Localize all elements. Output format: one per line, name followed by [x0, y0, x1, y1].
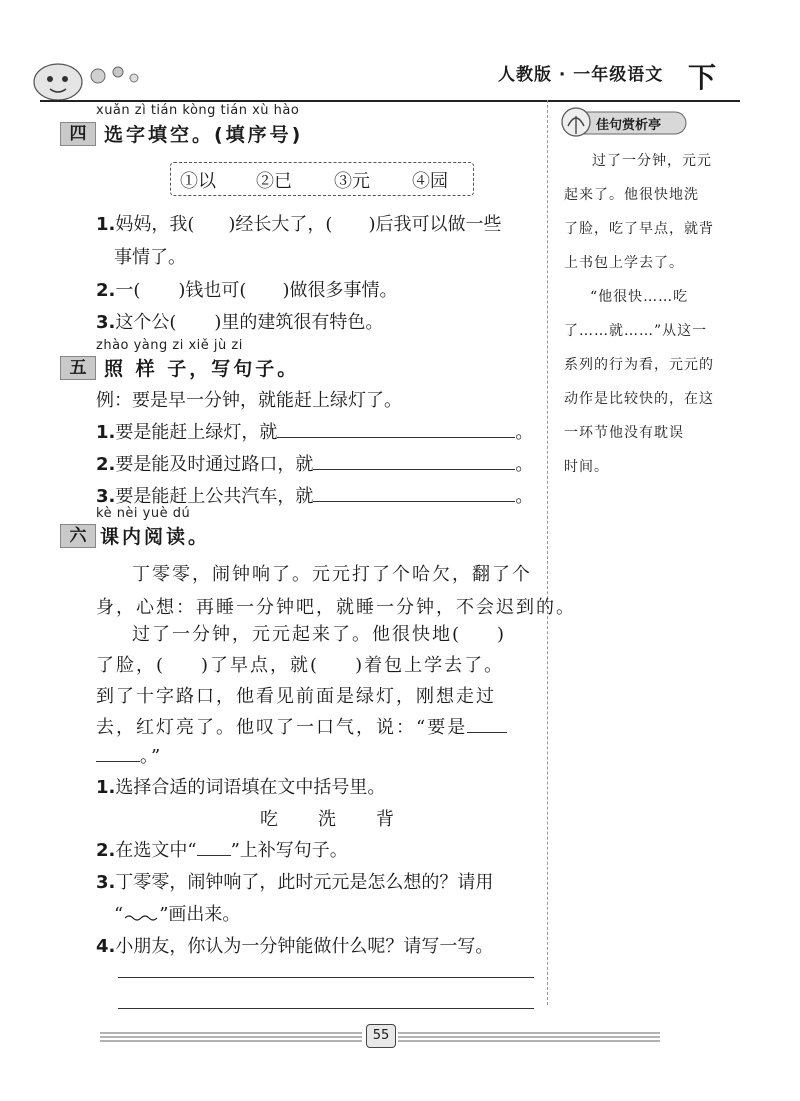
s4-question-1 [96, 210, 501, 236]
s4-q1-text-b: )经长大了，( [228, 214, 333, 235]
s6-q2-blank-marker [197, 841, 231, 856]
s4-q1-text-a: 妈妈，我( [115, 214, 195, 235]
wavy-line-icon [123, 908, 159, 922]
passage-p2-line1-close: ) [497, 624, 507, 645]
edition-label: 人教版 · 一年级语文 [498, 65, 664, 85]
section6-badge: 六 [60, 524, 96, 548]
s4-question-2 [96, 276, 397, 302]
s6-q4-number: 4. [96, 936, 116, 957]
s6-question-3 [96, 868, 493, 894]
passage-blank-quote-2[interactable] [96, 747, 140, 762]
section4-pinyin: xuǎn zì tián kòng tián xù hào [96, 103, 300, 118]
section5-title: 照 样 子，写句子。 [104, 358, 300, 380]
choice-option-4: ④园 [412, 171, 448, 192]
s4-question-3 [96, 308, 383, 334]
sidebar-banner-title: 佳句赏析亭 [596, 118, 662, 133]
section6-pinyin: kè nèi yuè dú [96, 506, 191, 521]
choice-option-1: ①以 [180, 171, 216, 192]
page-number: 55 [366, 1024, 396, 1048]
sidebar-line-3: 了脸，吃了早点，就背 [564, 221, 714, 237]
s4-q1-text-c: )后我可以做一些 [368, 214, 502, 235]
s5-question-2 [96, 450, 533, 476]
s4-q2-text-c: )做很多事情。 [282, 280, 398, 301]
volume-label: 下 [688, 61, 717, 94]
section5-badge: 五 [60, 356, 96, 380]
sidebar-line-8: 动作是比较快的，在这 [564, 391, 714, 407]
s4-q3-number: 3. [96, 312, 116, 333]
passage-p2-line5 [96, 742, 162, 768]
passage-p2-line2-a: 了脸，( [96, 655, 166, 676]
section4-badge: 四 [60, 122, 96, 146]
s5-q3-end: 。 [515, 486, 534, 507]
passage-p2-line2-b: )了早点，就( [201, 655, 320, 676]
s5-question-1 [96, 418, 533, 444]
s4-q1-continuation: 事情了。 [114, 247, 186, 268]
s6-q3-text: 丁零零，闹钟响了，此时元元是怎么想的？请用 [115, 872, 494, 893]
s5-q2-answer-line[interactable] [313, 455, 515, 470]
passage-p2-line2 [96, 651, 504, 677]
s6-q3-quote-close: ”画出来。 [159, 904, 241, 925]
passage-p2-line4-text: 去，红灯亮了。他叹了一口气，说：“要是 [96, 717, 468, 738]
word-bank-item-3: 背 [376, 809, 394, 830]
s4-q2-number: 2. [96, 280, 116, 301]
choice-option-2: ②已 [256, 171, 292, 192]
passage-p2-line3: 到了十字路口，他看见前面是绿灯，刚想走过 [96, 686, 496, 707]
s6-q2-number: 2. [96, 840, 116, 861]
s5-example: 例：要是早一分钟，就能赶上绿灯了。 [96, 390, 402, 411]
sidebar-line-10: 时间。 [564, 459, 609, 475]
s6-q1-number: 1. [96, 777, 116, 798]
section6-title: 课内阅读。 [100, 526, 211, 548]
s5-q3-number: 3. [96, 486, 116, 507]
passage-p2-line5-end: 。” [140, 746, 163, 767]
passage-p2-line1 [132, 620, 506, 646]
sidebar-line-9: 一环节他没有耽误 [564, 425, 684, 441]
s5-q3-text: 要是能赶上公共汽车，就 [115, 486, 314, 507]
choice-option-3: ③元 [334, 171, 370, 192]
writing-line-2[interactable] [118, 1008, 534, 1009]
passage-p1-line1: 丁零零，闹钟响了。元元打了个哈欠，翻了个 [132, 564, 532, 585]
s4-q1-number: 1. [96, 214, 116, 235]
passage-p2-line4 [96, 713, 507, 739]
s6-question-4 [96, 932, 493, 958]
word-bank-item-2: 洗 [318, 809, 336, 830]
s5-q1-text: 要是能赶上绿灯，就 [115, 422, 278, 443]
s4-q2-text-a: 一( [115, 280, 141, 301]
sidebar-line-4: 上书包上学去了。 [564, 255, 684, 271]
sidebar-line-7: 系列的行为看，元元的 [564, 357, 714, 373]
s4-q3-text-b: )里的建筑很有特色。 [214, 312, 384, 333]
s6-q3-quote-open: “ [114, 904, 124, 925]
s6-q2-text-a: 在选文中“ [115, 840, 197, 861]
s4-q3-text-a: 这个公( [115, 312, 177, 333]
sidebar-line-1: 过了一分钟，元元 [592, 153, 712, 169]
s5-q2-text: 要是能及时通过路口，就 [115, 454, 314, 475]
section5-pinyin: zhào yàng zi xiě jù zi [96, 338, 243, 353]
s6-q1-text: 选择合适的词语填在文中括号里。 [115, 777, 386, 798]
s5-q2-end: 。 [515, 454, 534, 475]
s6-question-2 [96, 836, 348, 862]
sidebar-line-6: 了……就……”从这一 [564, 323, 708, 339]
s6-q3-continuation [114, 900, 240, 926]
column-divider [547, 100, 548, 1005]
sidebar-line-2: 起来了。他很快地洗 [564, 187, 699, 203]
s6-q2-text-b: ”上补写句子。 [230, 840, 348, 861]
s5-q1-answer-line[interactable] [277, 423, 515, 438]
section4-title: 选字填空。(填序号) [104, 124, 304, 146]
s5-q1-end: 。 [515, 422, 534, 443]
s6-q3-number: 3. [96, 872, 116, 893]
passage-p2-line2-c: )着包上学去了。 [355, 655, 505, 676]
word-bank-item-1: 吃 [260, 809, 278, 830]
s5-q3-answer-line[interactable] [313, 487, 515, 502]
writing-line-1[interactable] [118, 977, 534, 978]
passage-p1-line2: 身，心想：再睡一分钟吧，就睡一分钟，不会迟到的。 [96, 597, 576, 618]
s6-question-1 [96, 773, 385, 799]
passage-blank-quote-1[interactable] [467, 718, 507, 733]
s5-question-3 [96, 482, 533, 508]
s4-q2-text-b: )钱也可( [178, 280, 247, 301]
passage-p2-line1-text: 过了一分钟，元元起来了。他很快地( [132, 624, 462, 645]
s6-q4-text: 小朋友，你认为一分钟能做什么呢？请写一写。 [115, 936, 494, 957]
s5-q1-number: 1. [96, 422, 116, 443]
s5-q2-number: 2. [96, 454, 116, 475]
sidebar-line-5: “他很快……吃 [590, 289, 689, 305]
